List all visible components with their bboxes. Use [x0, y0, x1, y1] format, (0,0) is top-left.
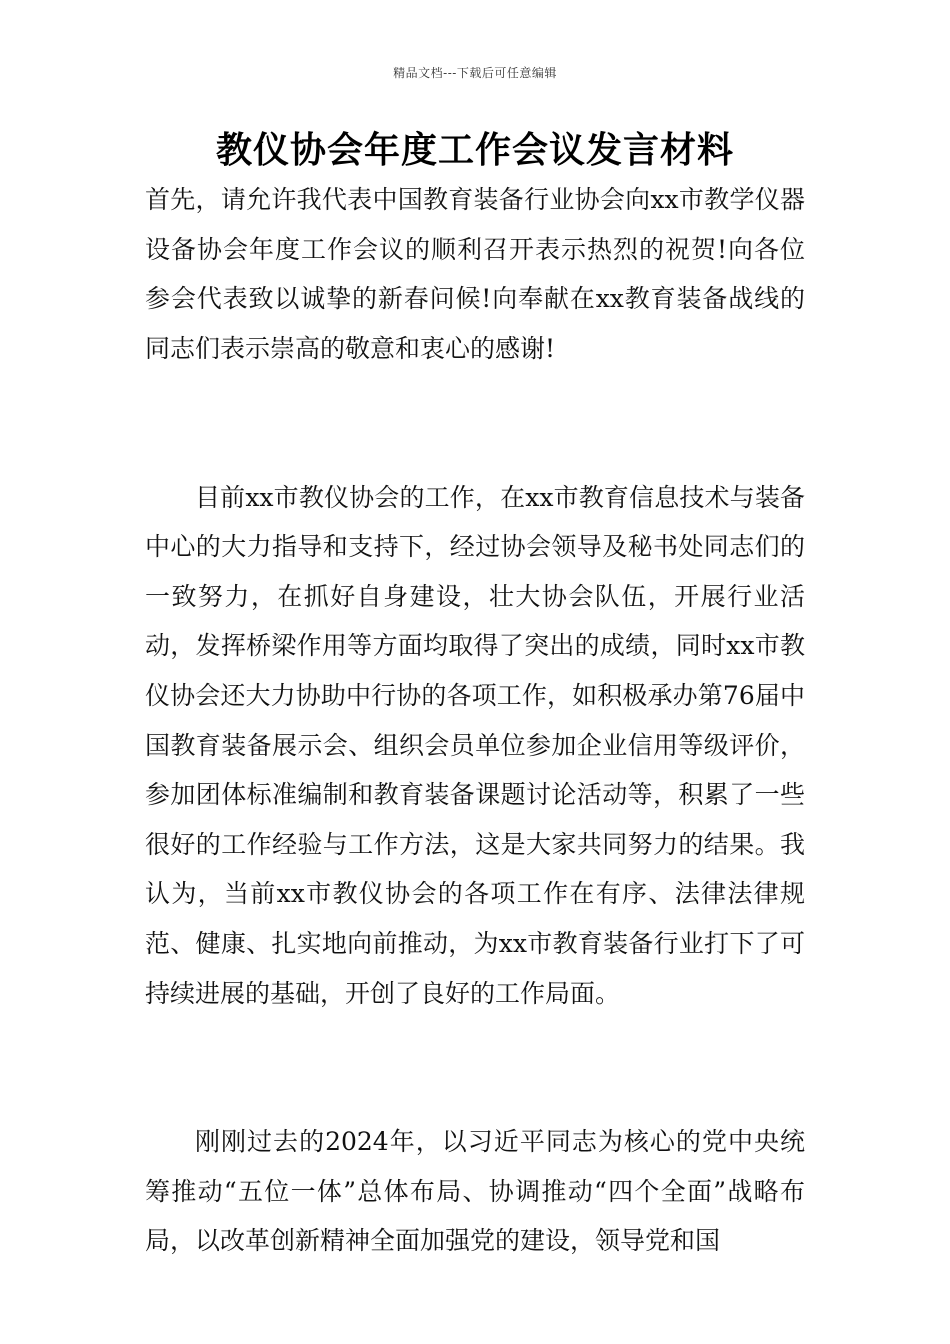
- paragraph-spacer: [145, 423, 805, 473]
- paragraph-1: 首先，请允许我代表中国教育装备行业协会向xx市教学仪器设备协会年度工作会议的顺利召开表示热烈的祝贺!向各位参会代表致以诚挚的新春问候!向奉献在xx教育装备战线的同志们表示崇高的敬意和衷心的感谢!: [145, 185, 805, 363]
- header-note: 精品文档---下载后可任意编辑: [393, 66, 557, 80]
- paragraph-3: 刚刚过去的2024年，以习近平同志为核心的党中央统筹推动“五位一体”总体布局、协调推动“四个全面”战略布局，以改革创新精神全面加强党的建设，领导党和国: [145, 1127, 805, 1256]
- document-body: [145, 175, 805, 1266]
- paragraph-2: 目前xx市教仪协会的工作，在xx市教育信息技术与装备中心的大力指导和支持下，经过协会领导及秘书处同志们的一致努力，在抓好自身建设，壮大协会队伍，开展行业活动，发挥桥梁作用等方面均取得了突出的成绩，同时xx市教仪协会还大力协助中行协的各项工作，如积极承办第76届中国教育装备展示会、组织会员单位参加企业信用等级评价，参加团体标准编制和教育装备课题讨论活动等，积累了一些很好的工作经验与工作方法，这是大家共同努力的结果。我认为，当前xx市教仪协会的各项工作在有序、法律法律规范、健康、扎实地向前推动，为xx市教育装备行业打下了可持续进展的基础，开创了良好的工作局面。: [145, 482, 805, 1008]
- document-title: 教仪协会年度工作会议发言材料: [215, 130, 734, 171]
- paragraph-spacer: [145, 1018, 805, 1068]
- paragraph-spacer: [145, 1068, 805, 1118]
- paragraph-spacer: [145, 373, 805, 423]
